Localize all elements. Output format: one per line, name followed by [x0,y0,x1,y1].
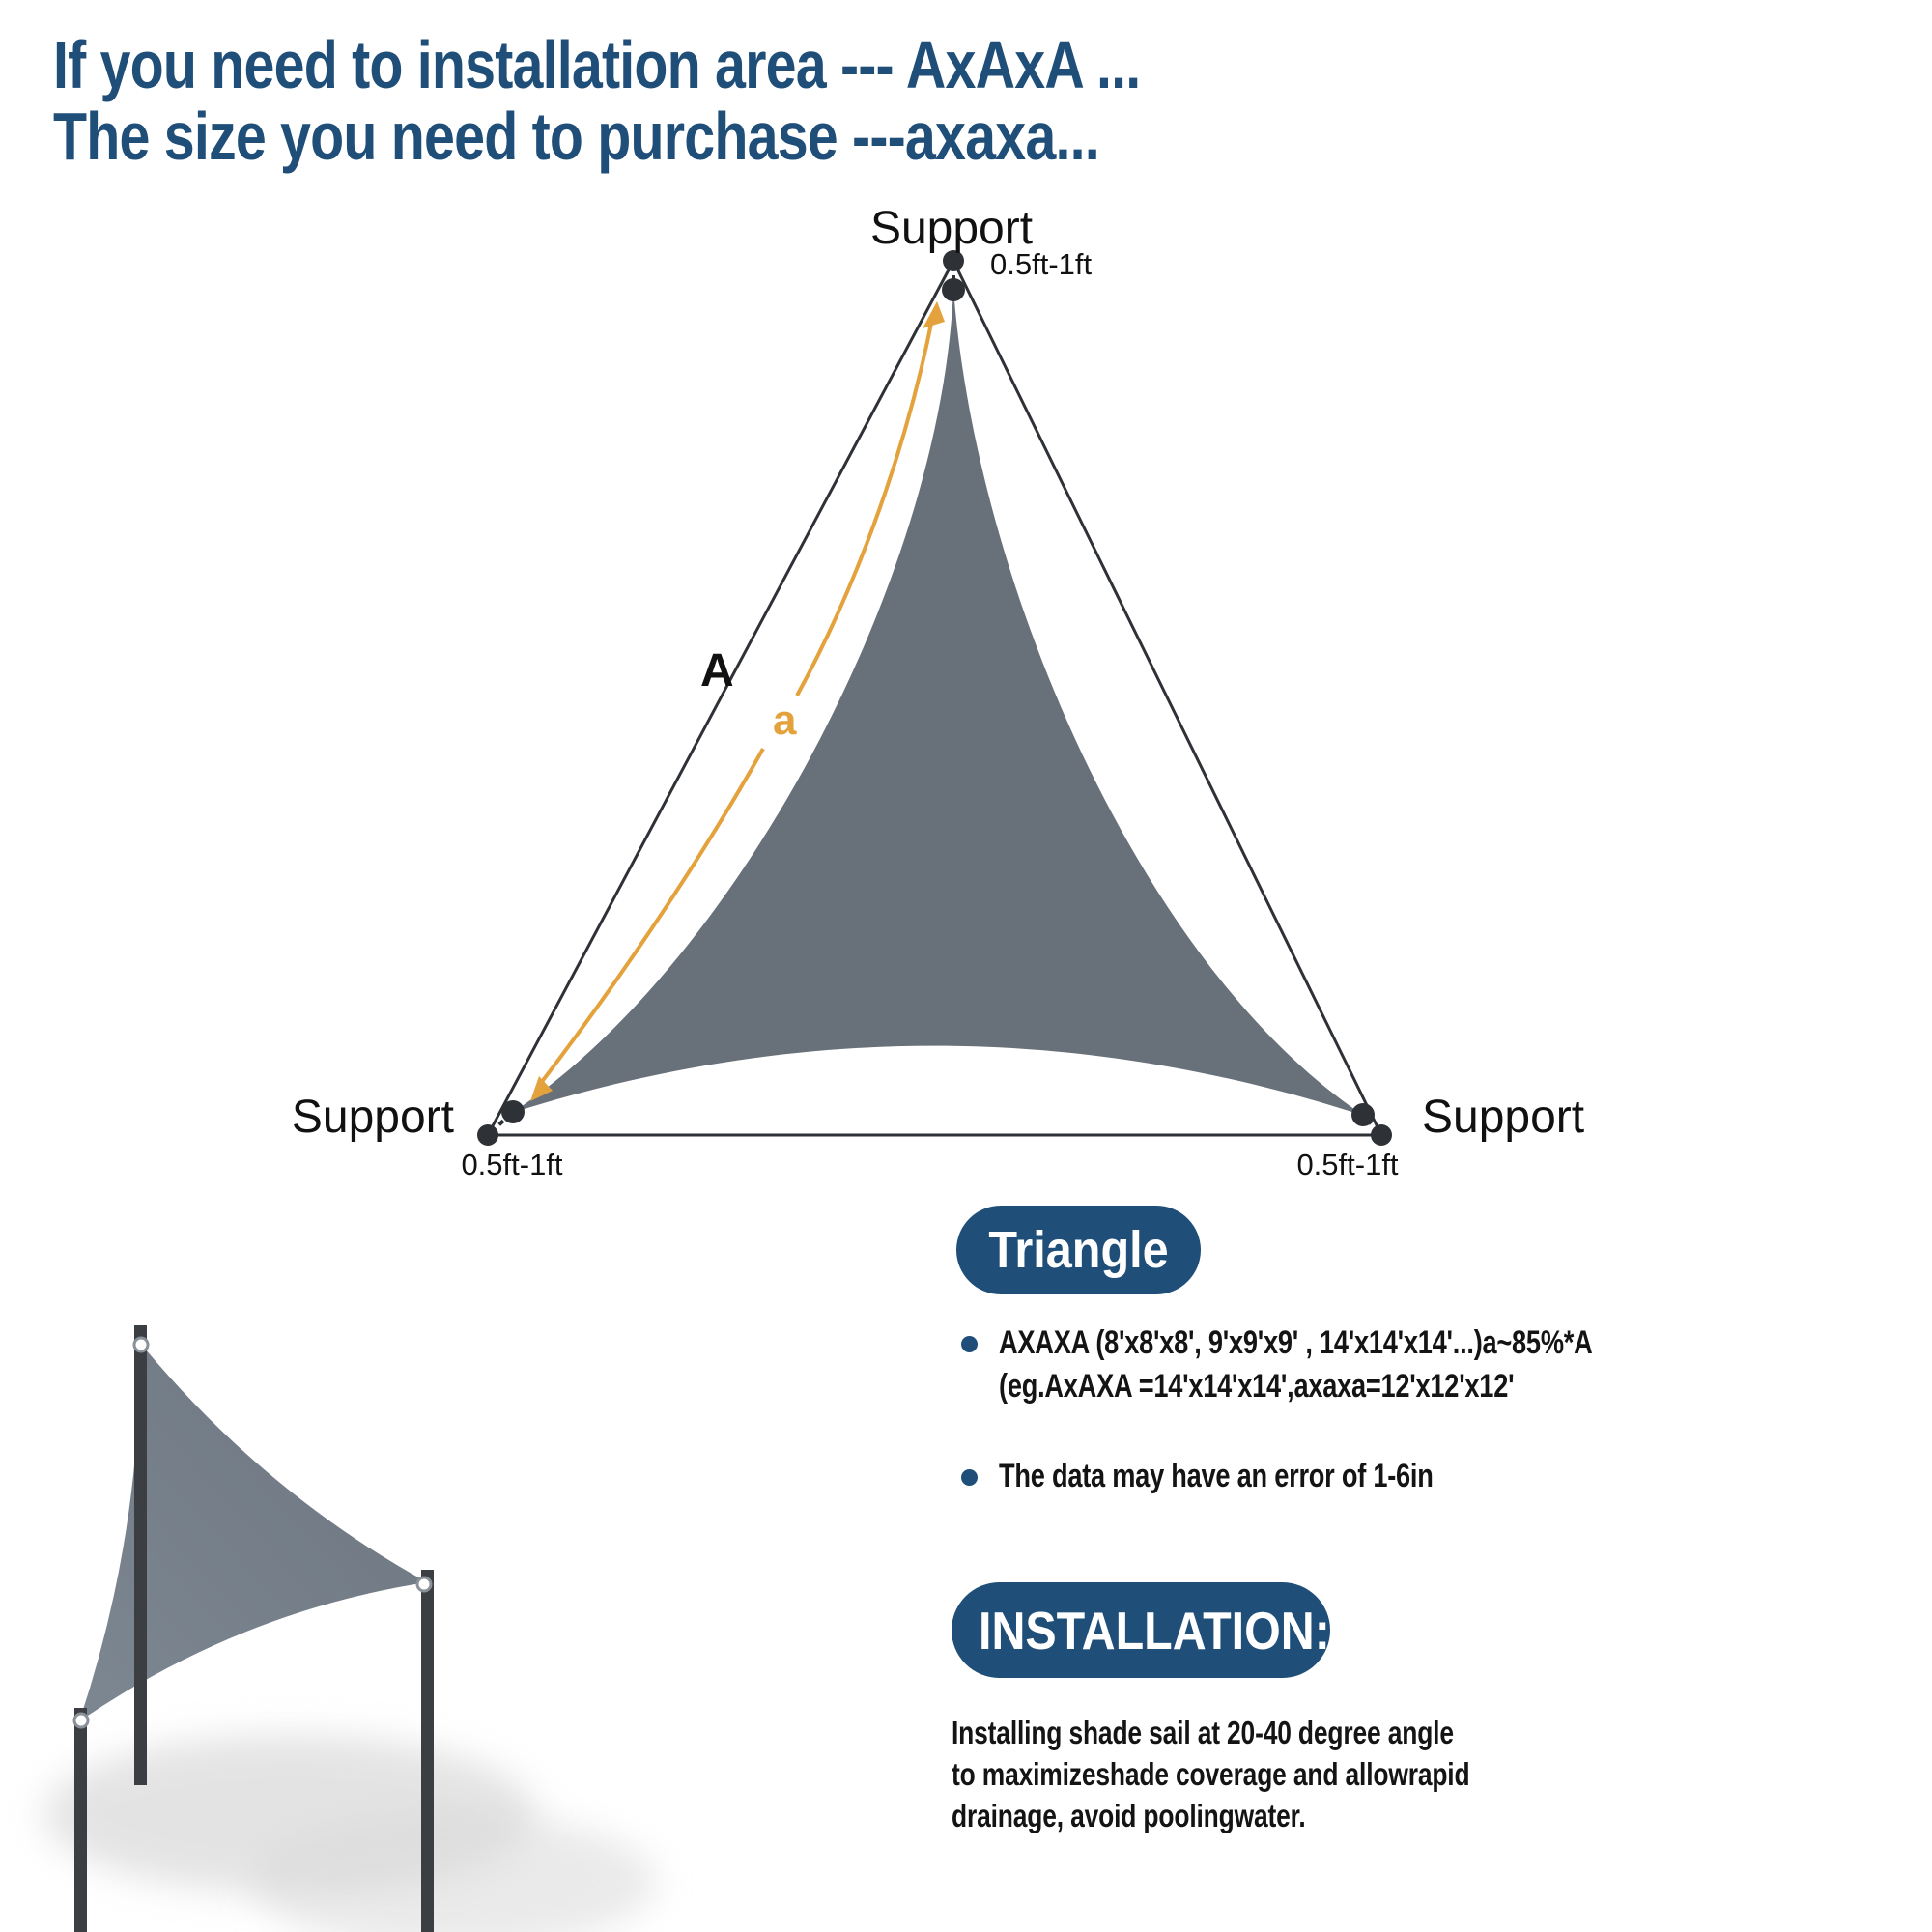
size-formula-line1: AXAXA (8'x8'x8', 9'x9'x9' , 14'x14'x14'...)a~85%*A [999,1324,1593,1361]
photo-pole-right [421,1570,434,1932]
size-formula-line2: (eg.AxAXA =14'x14'x14',axaxa=12'x12'x12' [999,1368,1515,1405]
installation-instructions [952,1712,1469,1836]
photo-corner-ring-left [74,1714,88,1727]
support-dot-left [477,1124,498,1146]
error-note-line: The data may have an error of 1-6in [999,1458,1434,1494]
size-note-item [961,1455,1666,1498]
size-formula-text [999,1321,1593,1408]
photo-pole-top [134,1325,147,1785]
installation-badge [952,1582,1330,1678]
shape-badge [956,1206,1201,1294]
gap-label-right: 0.5ft-1ft [1296,1148,1399,1181]
installation-badge-label: INSTALLATION: [979,1600,1330,1661]
photo-corner-ring-top [134,1338,148,1351]
sail-corner-dot-top [942,278,965,301]
installation-line3: drainage, avoid poolingwater. [952,1798,1306,1833]
page-title [53,29,1378,172]
size-note-item [961,1321,1666,1408]
support-dot-right [1371,1124,1392,1146]
size-notes [961,1321,1666,1498]
error-note-text [999,1455,1434,1498]
sail-shape [512,288,1364,1116]
support-label-right: Support [1422,1092,1585,1143]
bullet-icon [961,1469,978,1486]
gap-label-top: 0.5ft-1ft [990,247,1093,281]
bullet-icon [961,1336,978,1352]
page-title-line2: The size you need to purchase ---axaxa... [53,99,1099,174]
support-label-left: Support [291,1092,454,1143]
photo-pole-left [74,1708,87,1932]
installation-line2: to maximizeshade coverage and allowrapid [952,1756,1470,1792]
area-side-label: A [700,645,734,696]
photo-sail [79,1343,427,1721]
support-label-top: Support [869,203,1034,254]
photo-corner-ring-right [417,1577,431,1591]
page-title-line1: If you need to installation area --- AxAxA ... [53,27,1141,102]
sail-side-label: a [773,696,797,744]
gap-label-left: 0.5ft-1ft [461,1148,563,1181]
sail-corner-dot-left [501,1100,525,1123]
product-photo [43,1325,657,1932]
sail-corner-dot-right [1351,1103,1375,1126]
shape-badge-label: Triangle [988,1221,1169,1279]
installation-line1: Installing shade sail at 20-40 degree angle [952,1715,1454,1750]
